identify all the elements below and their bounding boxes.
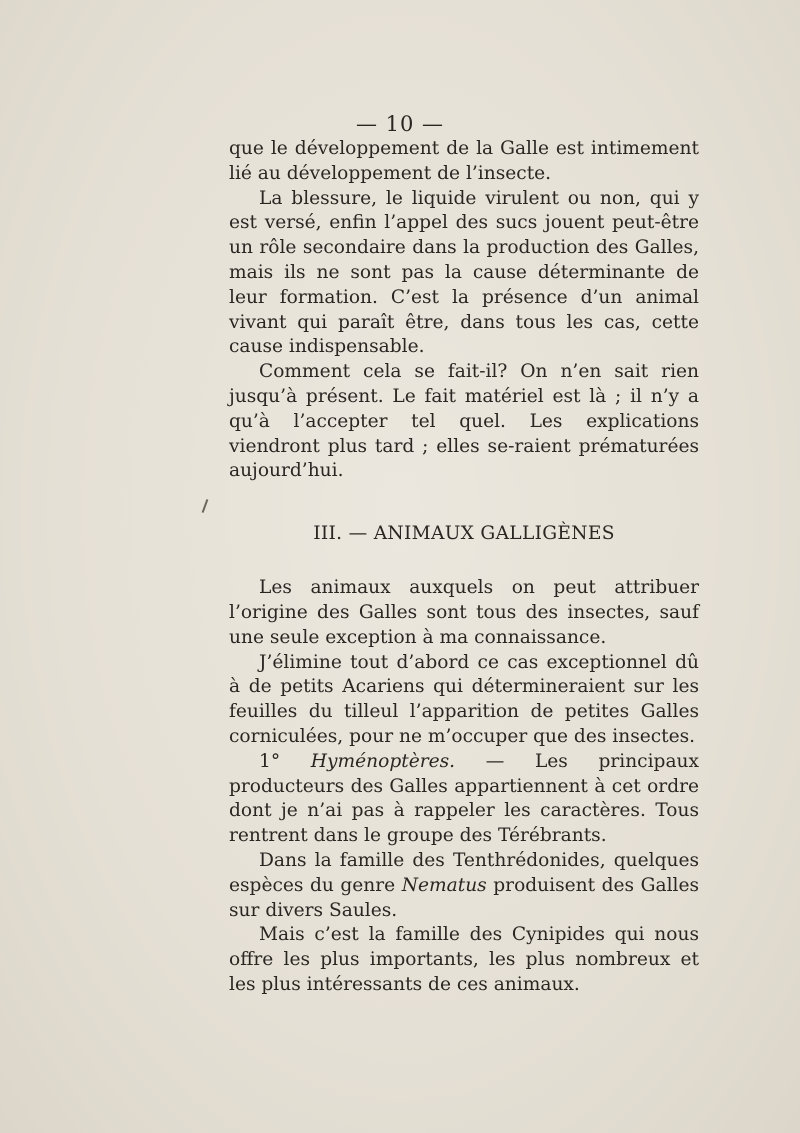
paragraph-cynipides: Mais c’est la famille des Cynipides qui nous offre les plus importants, les plus nombreux et les plus intéressants de ces animaux.	[229, 924, 699, 995]
paragraph-4: Les animaux auxquels on peut attribuer l’origine des Galles sont tous des insectes, sauf une seule exception à ma connaissance.	[229, 577, 699, 648]
margin-mark	[202, 499, 209, 513]
hymenopteres-text: — Les principaux producteurs des Galles appartiennent à cet ordre dont je n’ai pas à rappeler les caractères. Tous rentrent dans le groupe des Térébrants.	[229, 750, 699, 847]
paragraph-5: J’élimine tout d’abord ce cas exceptionnel dû à de petits Acariens qui détermineraient sur les feuilles du tilleul l’apparition de petites Galles corniculées, pour ne m’occuper que des insectes.	[229, 651, 699, 747]
section-heading: III. — ANIMAUX GALLIGÈNES	[313, 523, 615, 545]
genus-name: Nematus	[401, 874, 487, 896]
order-title: Hyménoptères.	[310, 750, 456, 772]
tenthredinides-before: Dans la famille des Tenthrédonides, quelques espèces du genre	[229, 849, 699, 896]
tenthredinides-after: produisent des Galles sur divers Saules.	[229, 874, 700, 921]
body-text	[229, 137, 699, 998]
paragraph-3: Comment cela se fait-il? On n’en sait rien jusqu’à présent. Le fait matériel est là ; il n’y a qu’à l’accepter tel quel. Les explications viendront plus tard ; elles se-raient prématurées aujourd’hui.	[229, 361, 699, 482]
paragraph-1: que le développement de la Galle est intimement lié au développement de l’insecte.	[229, 138, 699, 184]
paragraph-2: La blessure, le liquide virulent ou non, qui y est versé, enfin l’appel des sucs jouent peut-être un rôle secondaire dans la production des Galles, mais ils ne sont pas la cause déterminante de leur formation. C’est la présence d’un animal vivant qui paraît être, dans tous les cas, cette cause indispensable.	[229, 187, 699, 358]
paragraph-tenthredinides	[229, 849, 699, 923]
paragraph-hymenopteres	[229, 750, 699, 849]
page-number: — 10 —	[355, 112, 445, 136]
list-number: 1°	[259, 750, 281, 772]
